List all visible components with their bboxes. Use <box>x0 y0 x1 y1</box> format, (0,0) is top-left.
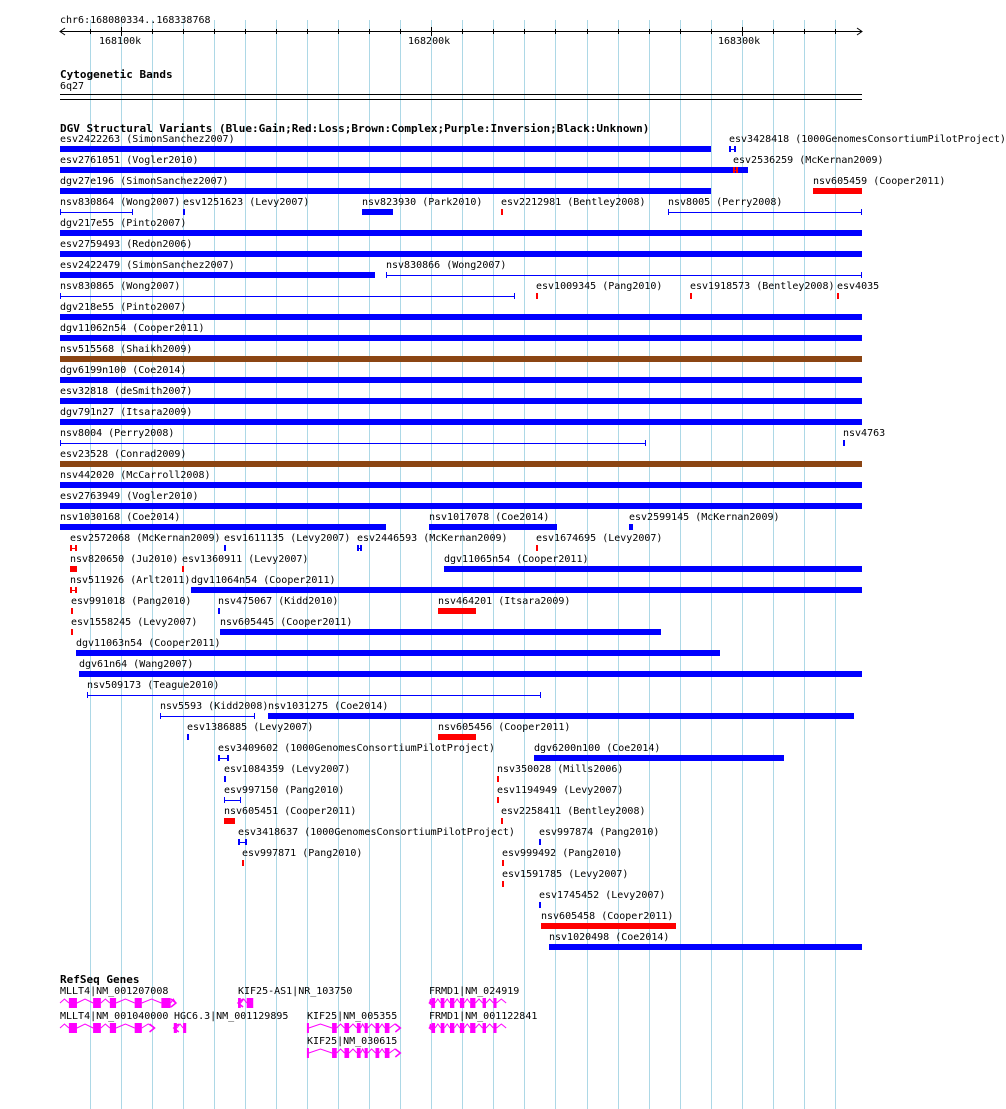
sv-glyph[interactable] <box>268 713 854 719</box>
sv-label[interactable]: nsv1017078 (Coe2014) <box>429 512 550 523</box>
sv-glyph[interactable] <box>502 860 504 866</box>
gene-intron <box>337 1049 345 1053</box>
sv-label[interactable]: dgv218e55 (Pinto2007) <box>60 302 187 313</box>
sv-label[interactable]: nsv830866 (Wong2007) <box>386 260 507 271</box>
sv-label[interactable]: nsv605458 (Cooper2011) <box>541 911 674 922</box>
sv-label[interactable]: esv1251623 (Levy2007) <box>183 197 310 208</box>
ruler-location: chr6:168080334..168338768 <box>60 15 211 26</box>
sv-label[interactable]: dgv11063n54 (Cooper2011) <box>76 638 221 649</box>
gene-intron <box>444 1024 450 1028</box>
sv-glyph[interactable] <box>60 230 862 236</box>
sv-label[interactable]: esv2446593 (McKernan2009) <box>357 533 508 544</box>
sv-label[interactable]: esv1674695 (Levy2007) <box>536 533 663 544</box>
gene-exon <box>460 1023 464 1033</box>
sv-glyph[interactable] <box>76 650 720 656</box>
sv-glyph[interactable] <box>60 524 386 530</box>
sv-label[interactable]: esv23528 (Conrad2009) <box>60 449 187 460</box>
sv-label[interactable]: dgv61n64 (Wang2007) <box>79 659 194 670</box>
gene-glyph[interactable] <box>0 1047 890 1059</box>
gene-intron <box>349 1049 357 1053</box>
sv-glyph[interactable] <box>70 545 77 551</box>
sv-label[interactable]: nsv475067 (Kidd2010) <box>218 596 339 607</box>
gene-exon <box>450 998 454 1008</box>
gene-intron <box>379 1049 385 1053</box>
sv-glyph[interactable] <box>690 293 692 299</box>
sv-label[interactable]: esv1918573 (Bentley2008) <box>690 281 835 292</box>
sv-glyph[interactable] <box>357 545 362 551</box>
gene-intron <box>497 999 507 1003</box>
sv-label[interactable]: esv4035 <box>837 281 880 292</box>
sv-glyph[interactable] <box>60 482 862 488</box>
gene-glyph[interactable] <box>0 997 890 1009</box>
gene-intron <box>475 1024 482 1028</box>
sv-label[interactable]: esv1558245 (Levy2007) <box>71 617 198 628</box>
gene-intron <box>464 999 470 1003</box>
gene-exon <box>376 1048 380 1058</box>
sv-label[interactable]: esv1745452 (Levy2007) <box>539 890 666 901</box>
sv-label[interactable]: esv1009345 (Pang2010) <box>536 281 663 292</box>
gene-exon <box>344 1048 349 1058</box>
sv-glyph[interactable] <box>191 587 862 593</box>
gene-exon <box>332 1048 337 1058</box>
sv-label[interactable]: nsv4763 <box>843 428 886 439</box>
gene-exon <box>493 998 496 1008</box>
sv-label[interactable]: esv2212981 (Bentley2008) <box>501 197 646 208</box>
sv-label[interactable]: esv1194949 (Levy2007) <box>497 785 624 796</box>
gene-intron <box>435 999 441 1003</box>
gene-intron <box>454 1024 460 1028</box>
gene-exon <box>441 998 445 1008</box>
sv-label[interactable]: esv3428418 (1000GenomesConsortiumPilotProject) <box>729 134 1006 145</box>
gene-exon <box>357 1048 361 1058</box>
sv-label[interactable]: nsv830864 (Wong2007) <box>60 197 181 208</box>
gene-exon <box>365 1048 368 1058</box>
sv-label[interactable]: nsv1031275 (Coe2014) <box>268 701 389 712</box>
sv-glyph[interactable] <box>60 251 862 257</box>
sv-label[interactable]: esv2422263 (SimonSanchez2007) <box>60 134 235 145</box>
gene-intron <box>486 1024 493 1028</box>
sv-glyph[interactable] <box>668 209 862 215</box>
gene-intron <box>475 999 482 1003</box>
sv-label[interactable]: nsv605459 (Cooper2011) <box>813 176 946 187</box>
ruler-tick-label: 168100k <box>99 36 142 47</box>
gene-intron <box>368 1049 376 1053</box>
sv-glyph[interactable] <box>60 209 133 215</box>
cytoband-line <box>60 94 862 95</box>
sv-label[interactable]: nsv8005 (Perry2008) <box>668 197 783 208</box>
gene-intron <box>309 1049 332 1053</box>
gene-exon <box>470 998 475 1008</box>
sv-label[interactable]: esv2599145 (McKernan2009) <box>629 512 780 523</box>
gene-glyph[interactable] <box>0 1022 890 1034</box>
sv-label[interactable]: esv991018 (Pang2010) <box>71 596 192 607</box>
gene-exon <box>385 1048 390 1058</box>
sv-label[interactable]: esv997871 (Pang2010) <box>242 848 363 859</box>
sv-label[interactable]: esv2763949 (Vogler2010) <box>60 491 199 502</box>
gene-label[interactable]: FRMD1|NM_024919 <box>429 986 520 997</box>
sv-glyph[interactable] <box>813 188 862 194</box>
sv-label[interactable]: esv2759493 (Redon2006) <box>60 239 193 250</box>
gene-exon <box>493 1023 496 1033</box>
gene-intron <box>486 999 493 1003</box>
gene-intron <box>497 1024 507 1028</box>
gene-label[interactable]: KIF25-AS1|NR_103750 <box>238 986 353 997</box>
gene-label[interactable]: KIF25|NM_030615 <box>307 1036 398 1047</box>
sv-glyph[interactable] <box>837 293 839 299</box>
gene-label[interactable]: FRMD1|NM_001122841 <box>429 1011 538 1022</box>
sv-glyph[interactable] <box>60 356 862 362</box>
sv-label[interactable]: esv1591785 (Levy2007) <box>502 869 629 880</box>
sv-glyph[interactable] <box>733 167 738 173</box>
sv-glyph[interactable] <box>539 839 541 845</box>
sv-glyph[interactable] <box>60 167 748 173</box>
sv-glyph[interactable] <box>71 629 73 635</box>
sv-glyph[interactable] <box>70 587 77 593</box>
sv-label[interactable]: nsv1020498 (Coe2014) <box>549 932 670 943</box>
sv-label[interactable]: nsv350028 (Mills2006) <box>497 764 624 775</box>
sv-glyph[interactable] <box>60 314 862 320</box>
sv-label[interactable]: dgv6200n100 (Coe2014) <box>534 743 661 754</box>
sv-label[interactable]: esv997150 (Pang2010) <box>224 785 345 796</box>
sv-label[interactable]: dgv11062n54 (Cooper2011) <box>60 323 205 334</box>
sv-glyph[interactable] <box>60 503 862 509</box>
sv-glyph[interactable] <box>549 944 862 950</box>
sv-label[interactable]: nsv830865 (Wong2007) <box>60 281 181 292</box>
sv-label[interactable]: esv1386885 (Levy2007) <box>187 722 314 733</box>
sv-label[interactable]: esv2536259 (McKernan2009) <box>733 155 884 166</box>
sv-glyph[interactable] <box>79 671 862 677</box>
sv-glyph[interactable] <box>60 440 646 446</box>
cytoband-track-title: Cytogenetic Bands <box>60 68 173 81</box>
sv-glyph[interactable] <box>502 881 504 887</box>
sv-glyph[interactable] <box>70 566 77 572</box>
sv-glyph[interactable] <box>71 608 73 614</box>
sv-label[interactable]: esv1611135 (Levy2007) <box>224 533 351 544</box>
sv-label[interactable]: dgv791n27 (Itsara2009) <box>60 407 193 418</box>
ruler-tick-label: 168200k <box>408 36 451 47</box>
sv-label[interactable]: nsv515568 (Shaikh2009) <box>60 344 193 355</box>
sv-glyph[interactable] <box>187 734 189 740</box>
sv-glyph[interactable] <box>224 818 235 824</box>
gene-intron <box>435 1024 441 1028</box>
sv-label[interactable]: nsv8004 (Perry2008) <box>60 428 175 439</box>
sv-label[interactable]: nsv464201 (Itsara2009) <box>438 596 571 607</box>
sv-glyph[interactable] <box>539 902 541 908</box>
sv-glyph[interactable] <box>242 860 244 866</box>
sv-glyph[interactable] <box>218 608 220 614</box>
sv-glyph[interactable] <box>183 209 185 215</box>
sv-glyph[interactable] <box>444 566 862 572</box>
sv-glyph[interactable] <box>60 335 862 341</box>
gene-exon <box>470 1023 475 1033</box>
sv-label[interactable]: esv3409602 (1000GenomesConsortiumPilotProject) <box>218 743 495 754</box>
sv-glyph[interactable] <box>238 839 247 845</box>
sv-glyph[interactable] <box>218 755 229 761</box>
sv-label[interactable]: esv2258411 (Bentley2008) <box>501 806 646 817</box>
sv-glyph[interactable] <box>224 776 226 782</box>
sv-label[interactable]: dgv27e196 (SimonSanchez2007) <box>60 176 229 187</box>
sv-label[interactable]: dgv11064n54 (Cooper2011) <box>191 575 336 586</box>
dgv-track-title: DGV Structural Variants (Blue:Gain;Red:Loss;Brown:Complex;Purple:Inversion;Black:Unknown) <box>60 122 650 135</box>
sv-glyph[interactable] <box>224 545 226 551</box>
sv-label[interactable]: esv999492 (Pang2010) <box>502 848 623 859</box>
sv-label[interactable]: nsv5593 (Kidd2008) <box>160 701 269 712</box>
sv-glyph[interactable] <box>60 293 515 299</box>
sv-glyph[interactable] <box>429 524 557 530</box>
sv-glyph[interactable] <box>60 146 711 152</box>
sv-label[interactable]: nsv605456 (Cooper2011) <box>438 722 571 733</box>
gene-intron <box>361 1049 365 1053</box>
cytoband-line <box>60 99 862 100</box>
cytoband-label: 6q27 <box>60 81 85 92</box>
sv-glyph[interactable] <box>60 398 862 404</box>
gene-exon <box>483 1023 486 1033</box>
sv-glyph[interactable] <box>534 755 784 761</box>
sv-glyph[interactable] <box>438 734 476 740</box>
sv-label[interactable]: nsv605451 (Cooper2011) <box>224 806 357 817</box>
sv-glyph[interactable] <box>729 146 736 152</box>
gene-intron <box>444 999 450 1003</box>
sv-label[interactable]: esv1360911 (Levy2007) <box>182 554 309 565</box>
gene-label[interactable]: KIF25|NM_005355 <box>307 1011 398 1022</box>
gene-exon <box>450 1023 454 1033</box>
sv-label[interactable]: nsv509173 (Teague2010) <box>87 680 220 691</box>
strand-arrow <box>395 1049 400 1057</box>
sv-glyph[interactable] <box>182 566 184 572</box>
sv-label[interactable]: esv997874 (Pang2010) <box>539 827 660 838</box>
sv-glyph[interactable] <box>60 272 375 278</box>
sv-glyph[interactable] <box>60 461 862 467</box>
sv-label[interactable]: dgv11065n54 (Cooper2011) <box>444 554 589 565</box>
gene-label[interactable]: HGC6.3|NM_001129895 <box>174 1011 289 1022</box>
sv-glyph[interactable] <box>60 377 862 383</box>
sv-label[interactable]: nsv511926 (Arlt2011) <box>70 575 191 586</box>
sv-glyph[interactable] <box>386 272 862 278</box>
sv-glyph[interactable] <box>224 797 241 803</box>
gene-intron <box>464 1024 470 1028</box>
sv-glyph[interactable] <box>497 797 499 803</box>
sv-glyph[interactable] <box>497 776 499 782</box>
sv-label[interactable]: esv3418637 (1000GenomesConsortiumPilotProject) <box>238 827 515 838</box>
sv-label[interactable]: esv2572068 (McKernan2009) <box>70 533 221 544</box>
gene-intron <box>454 999 460 1003</box>
sv-label[interactable]: dgv6199n100 (Coe2014) <box>60 365 187 376</box>
refseq-track-title: RefSeq Genes <box>60 973 140 986</box>
sv-label[interactable]: nsv605445 (Cooper2011) <box>220 617 353 628</box>
sv-glyph[interactable] <box>536 545 538 551</box>
sv-label[interactable]: nsv823930 (Park2010) <box>362 197 483 208</box>
sv-glyph[interactable] <box>60 419 862 425</box>
sv-label[interactable]: nsv1030168 (Coe2014) <box>60 512 181 523</box>
sv-glyph[interactable] <box>501 209 503 215</box>
sv-glyph[interactable] <box>220 629 661 635</box>
gene-exon <box>483 998 486 1008</box>
gene-label[interactable]: MLLT4|NM_001040000 <box>60 1011 169 1022</box>
gene-exon <box>441 1023 445 1033</box>
sv-label[interactable]: dgv217e55 (Pinto2007) <box>60 218 187 229</box>
sv-glyph[interactable] <box>501 818 503 824</box>
gene-exon <box>460 998 464 1008</box>
sv-glyph[interactable] <box>160 713 255 719</box>
gene-exon <box>307 1048 309 1058</box>
ruler <box>0 0 890 60</box>
sv-glyph[interactable] <box>438 608 476 614</box>
sv-glyph[interactable] <box>629 524 633 530</box>
sv-label[interactable]: nsv820650 (Ju2010) <box>70 554 179 565</box>
sv-glyph[interactable] <box>843 440 845 446</box>
sv-label[interactable]: esv1084359 (Levy2007) <box>224 764 351 775</box>
ruler-tick-label: 168300k <box>718 36 761 47</box>
sv-label[interactable]: esv32818 (deSmith2007) <box>60 386 193 397</box>
sv-glyph[interactable] <box>541 923 676 929</box>
sv-glyph[interactable] <box>362 209 393 215</box>
sv-label[interactable]: esv2422479 (SimonSanchez2007) <box>60 260 235 271</box>
sv-glyph[interactable] <box>60 188 711 194</box>
sv-glyph[interactable] <box>536 293 538 299</box>
sv-label[interactable]: nsv442020 (McCarroll2008) <box>60 470 211 481</box>
sv-label[interactable]: esv2761051 (Vogler2010) <box>60 155 199 166</box>
sv-glyph[interactable] <box>87 692 541 698</box>
gene-label[interactable]: MLLT4|NM_001207008 <box>60 986 169 997</box>
